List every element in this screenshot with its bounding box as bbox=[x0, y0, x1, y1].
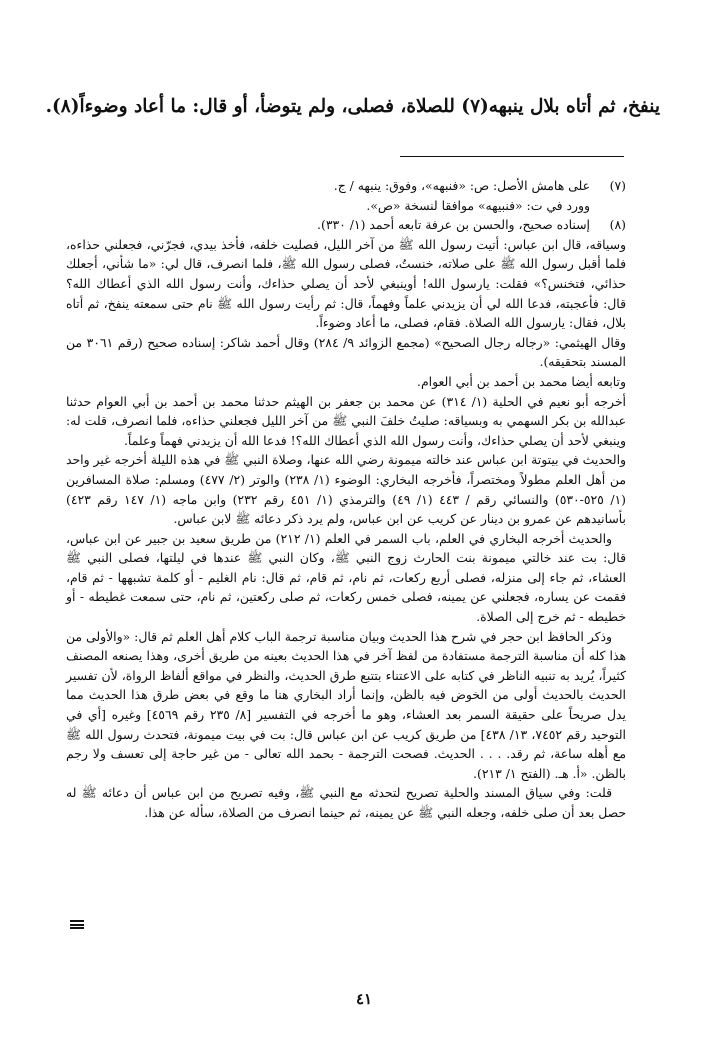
footnote-8 bbox=[66, 215, 626, 235]
commentary-paragraph: وذكر الحافظ ابن حجر في شرح هذا الحديث وبيان مناسبة ترجمة الباب كلام أهل العلم ثم قال: «والأولى من هذا كله أن مناسبة الترجمة مستفادة من لفظ آخر في هذا الحديث بعينه من طريق أخرى، وهذا يصنعه المصنف كثيراً، يُريد به تنبيه الناظر في كتابه على الاعتناء بتتبع طرق الحديث، والنظر في مواقع ألفاظ الرواة، لأن تفسير الحديث بالحديث أولى من الخوض فيه بالظن، وإنما أراد البخاري هنا ما وقع في بعض طرق هذا الحديث مما يدل صريحاً على حقيقة السمر بعد العشاء، وهو ما أخرجه في التفسير [٨/ ٢٣٥ رقم ٤٥٦٩] وغيره [أي في التوحيد رقم ٧٤٥٢، ١٣/ ٤٣٨] من طريق كريب عن ابن عباس قال: بت في بيت ميمونة، فتحدث رسول الله ﷺ مع أهله ساعة، ثم رقد. . . . الحديث. فصحت الترجمة - بحمد الله تعالى - من غير حاجة إلى تعسف ولا رجم بالظن. «أ. هـ. (الفتح ١/ ٢١٣). bbox=[66, 628, 627, 781]
footnote-number: (٧) bbox=[609, 178, 626, 193]
footnote-separator bbox=[400, 156, 624, 157]
commentary-paragraph: والحديث أخرجه البخاري في العلم، باب السمر في العلم (١/ ٢١٢) من طريق سعيد بن جبير عن ابن عباس، قال: بت عند خالتي ميمونة بنت الحارث زوج النبي ﷺ، وكان النبي ﷺ عندها في ليلتها، فصلى النبي ﷺ العشاء، ثم جاء إلى منزله، فصلى أربع ركعات، ثم نام، ثم قام، ثم قال: نام الغليم - أو كلمة تشبهها - ثم قام، فقمت عن يساره، فجعلني عن يمينه، فصلى خمس ركعات، ثم صلى ركعتين، ثم نام، حتى سمعت غطيطه - أو خطيطه - ثم خرج إلى الصلاة. bbox=[66, 530, 626, 625]
footnote-text: وتابعه أيضا محمد بن أحمد بن أبي العوام. bbox=[417, 373, 626, 389]
footnote-text: وورد في ت: «فنبيهه» موافقا لنسخة «ص». bbox=[366, 197, 590, 213]
footnote-text: على هامش الأصل: ص: «فنبهه»، وفوق: ينبهه / ج. bbox=[333, 178, 590, 193]
footnote-text: وسياقه، قال ابن عباس: أتيت رسول الله ﷺ من آخر الليل، فصليت خلفه، فأخذ بيدي، فجرّني، فجعلني حذاءه، فلما أقبل رسول الله ﷺ على صلاته، خنستُ، فصلى رسول الله ﷺ، فلما انصرف، قال لي: «ما شأني، أجعلك حذائي، فتخنس؟» فقلت: يارسول الله! أوينبغي لأحد أن يصلي حذاءك، وأنت رسول الله الذي أعطاك الله؟ قال: فأعجبته، فدعا الله لي أن يزيدني علماً وفهماً، قال: ثم رأيت رسول الله ﷺ نام حتى سمعته ينفخ، ثم أتاه بلال، فقال: يارسول الله الصلاة. فقام، فصلى، ما أعاد وضوءاً. bbox=[66, 236, 626, 331]
footnote-text: وقال الهيثمي: «رجاله رجال الصحيح» (مجمع الزوائد ٩/ ٢٨٤) وقال أحمد شاكر: إسناده صحيح (رقم ٣٠٦١ من المسند بتحقيقه). bbox=[66, 334, 626, 370]
commentary-paragraph: والحديث في بيتوتة ابن عباس عند خالته ميمونة رضي الله عنها، وصلاة النبي ﷺ في هذه الليلة أخرجه غير واحد من أهل العلم مطولاً ومختصراً، فأخرجه البخاري: الوضوء (١/ ٢٣٨) والوتر (٢/ ٤٧٧) ومسلم: صلاة المسافرين (١/ ٥٢٥-٥٣٠) والنسائي رقم / ٤٤٣ (١/ ٤٩) والترمذي (١/ ٤٥١ رقم ٢٣٢) وابن ماجه (١/ ١٤٧ رقم ٤٢٣) بأسانيدهم عن عمرو بن دينار عن كريب عن ابن عباس، ولم يرد ذكر دعائه ﷺ لابن عباس. bbox=[66, 452, 626, 527]
page-number: ٤١ bbox=[355, 990, 373, 1008]
main-text-line: ينفخ، ثم أتاه بلال ينبهه(٧) للصلاة، فصلى، ولم يتوضأ، أو قال: ما أعاد وضوءاً(٨). bbox=[45, 96, 660, 117]
footnotes-section bbox=[66, 176, 626, 823]
commentary-paragraph: قلت: وفي سياق المسند والحلية تصريح لتحدثه مع النبي ﷺ، وفيه تصريح من ابن عباس أن دعائه ﷺ له حصل بعد أن صلى خلفه، وجعله النبي ﷺ عن يمينه، ثم حينما انصرف من الصلاة، سأله عن هذا. bbox=[66, 785, 626, 820]
margin-mark-icon bbox=[70, 920, 84, 929]
footnote-number: (٨) bbox=[609, 217, 626, 233]
commentary-paragraph: أخرجه أبو نعيم في الحلية (١/ ٣١٤) عن محمد بن جعفر بن الهيثم حدثنا محمد بن أحمد بن أبي العوام حدثنا عبدالله بن بكر السهمي به وبسياقه: صليتُ خلفَ النبي ﷺ من آخر الليل فجعلني حذاءه، فلما انصرف، قلت له: وينبغي لأحد أن يصلي حذاءك، وأنت رسول الله الذي أعطاك الله؟! فدعا الله أن يزيدني فهماً وعلماً. bbox=[66, 393, 626, 448]
footnote-text: إسناده صحيح، والحسن بن عرفة تابعه أحمد (١/ ٣٣٠). bbox=[317, 217, 590, 233]
footnote-7 bbox=[66, 176, 626, 196]
